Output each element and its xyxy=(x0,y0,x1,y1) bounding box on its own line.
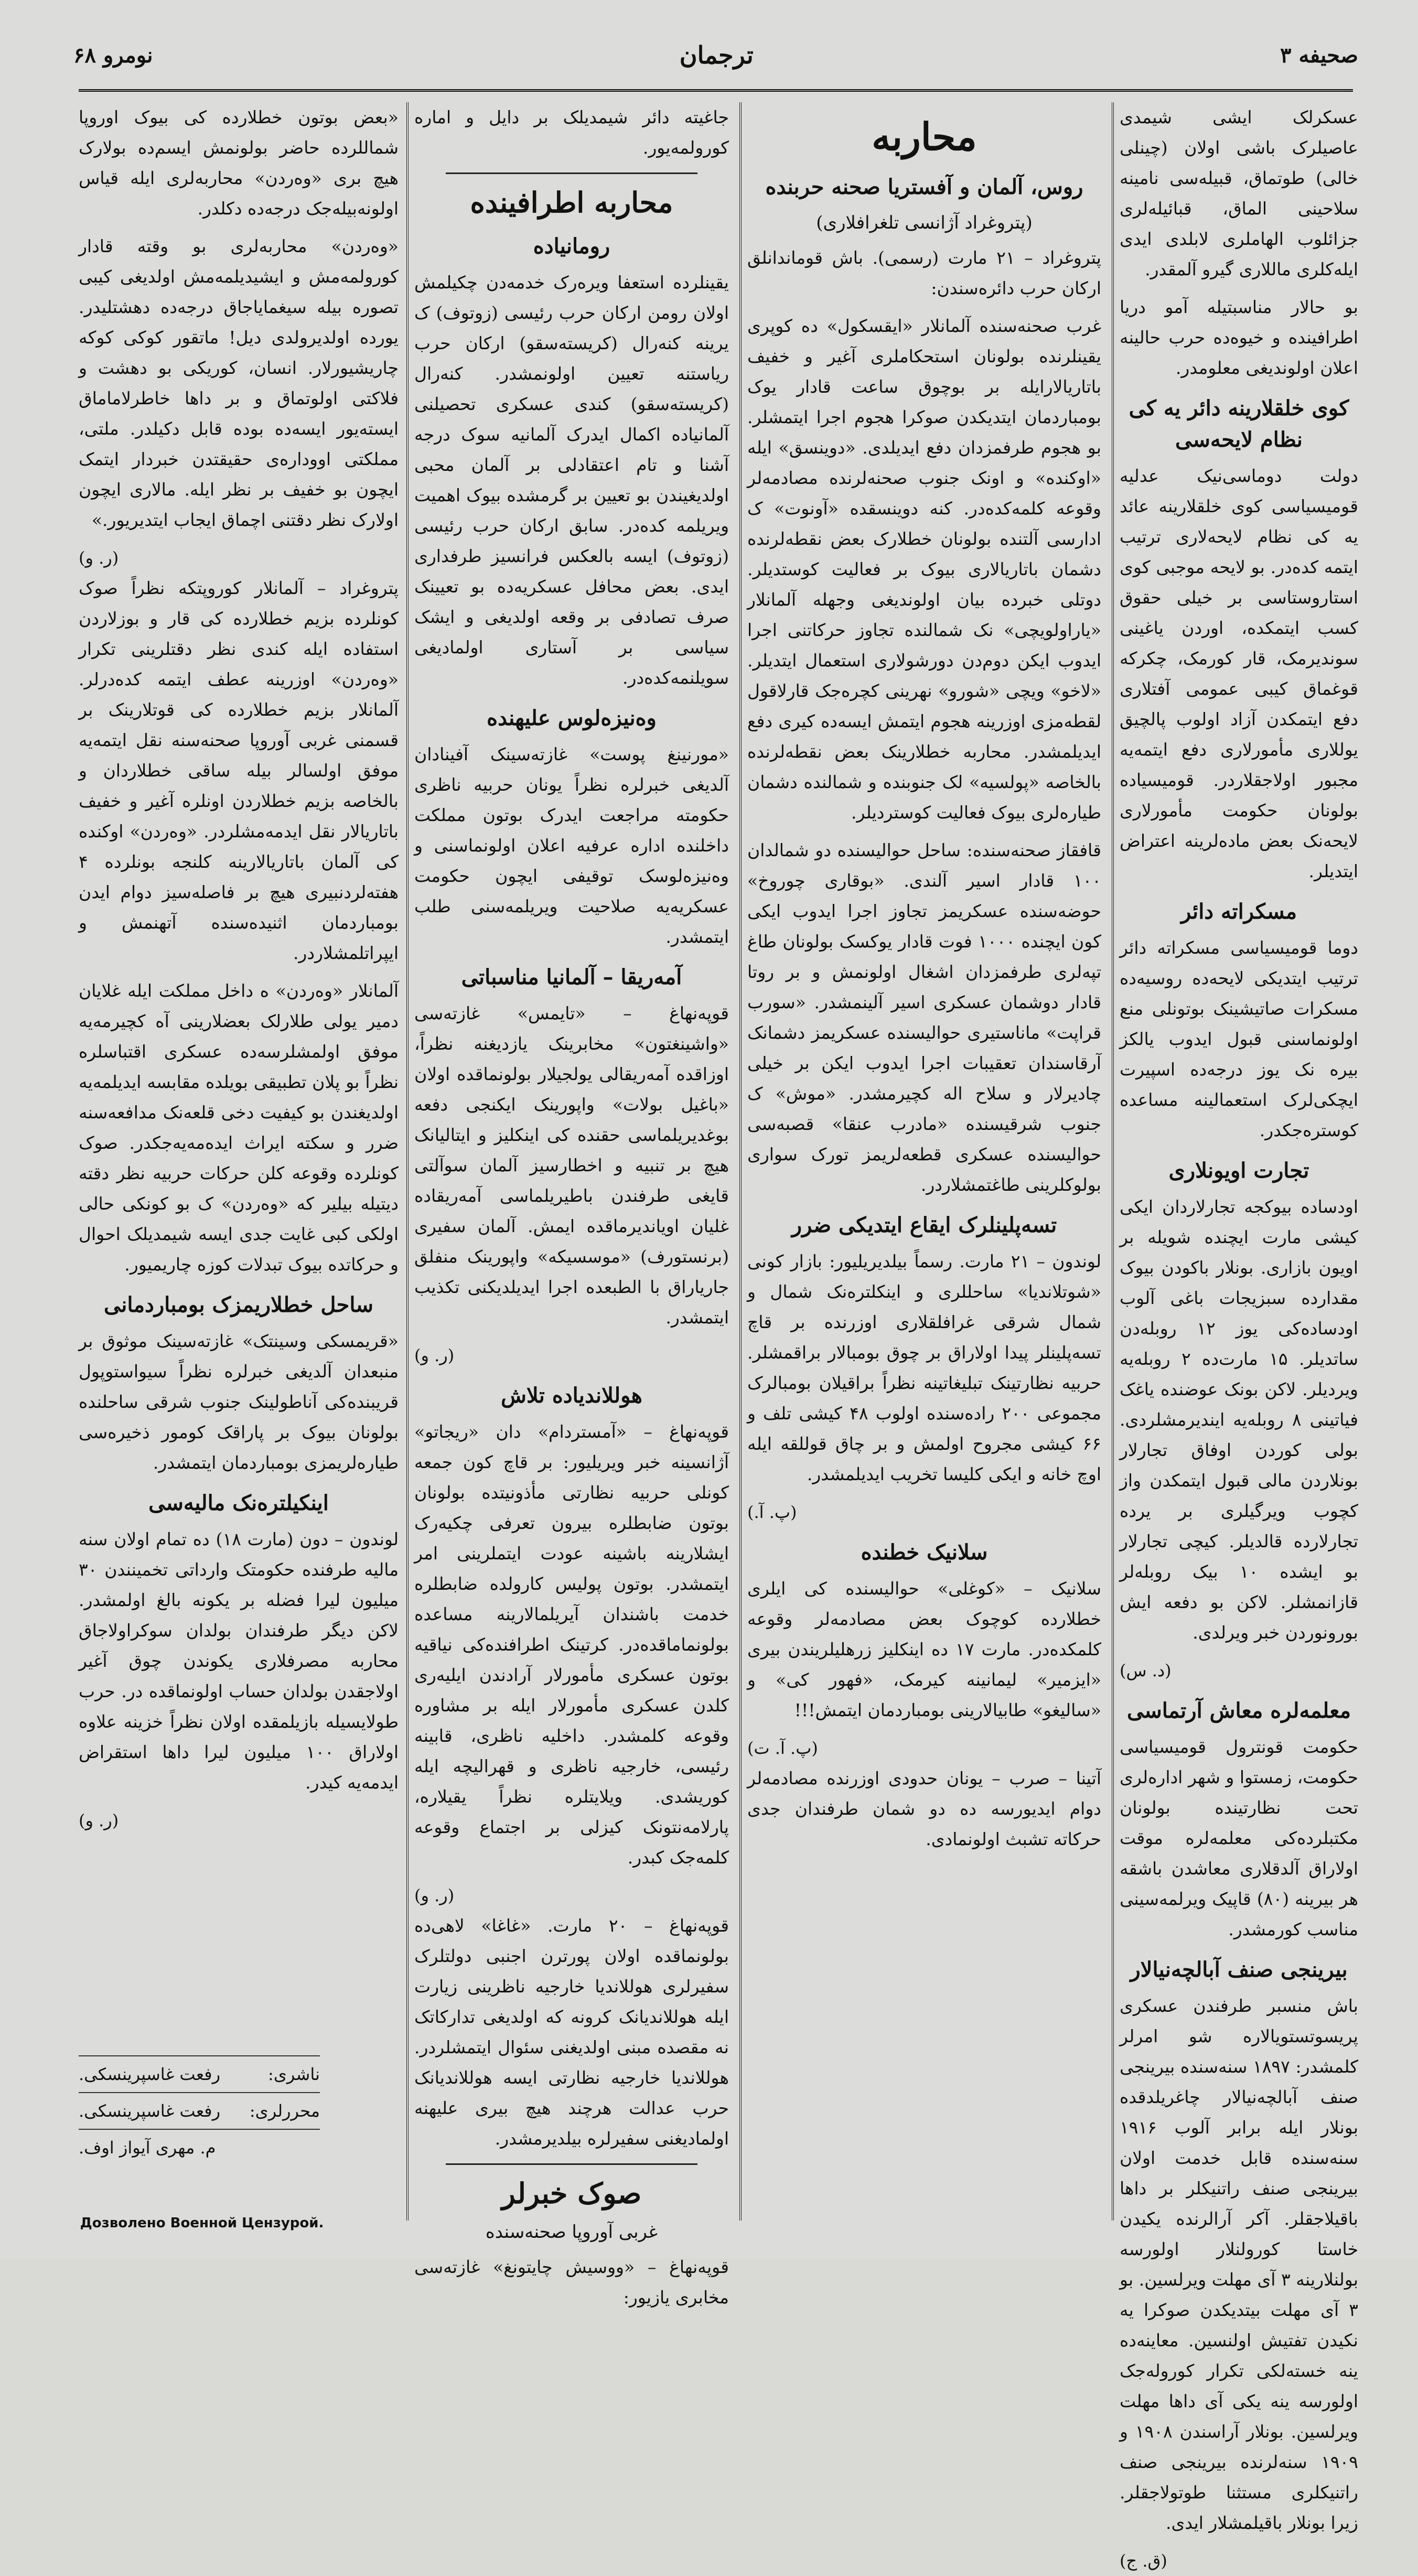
paragraph: لوندون – دون (مارت ۱۸) ده تمام اولان سنه مالیه طرفنده حکومتک وارداتی تخمینندن ۳۰ میلیون لیرا فضله بر یکونه بالغ اولمشدر. لاکن دیگر طرفندان بولدان سوکراولاجاق محاربه مصرفلاری یکوندن چوق آغیر اولاجقدن بولدان حساب اولونماقده در. حرب طولایسیله بازیلمقده اولان نظراً خزینه علاوه اولاراق ۱۰۰ میلیون لیرا داها استقراض ایدمه‌یه کیدر. xyxy=(79,1529,399,1793)
divider xyxy=(446,173,697,174)
article-heading: کوی خلقلارینه دائر یه کی نظام لایحه‌سی xyxy=(1129,396,1349,452)
publisher-box xyxy=(79,2055,320,2165)
signature: (ر. و) xyxy=(414,1345,455,1365)
article-heading: آمه‌ریقا – آلمانیا مناسباتی xyxy=(461,965,682,989)
editors-label: محررلری: xyxy=(249,2101,320,2121)
paragraph: «وه‌ردن» محاربه‌لری بو وقته قادار کورولمه‌مش و ایشیدیلمه‌مش اولدیغی کیبی تصوره بیله سیغمایاجاق درجه‌ده دهشتلیدر. یورده اولدیرولدی دیل! ماتقور کوکی کوکه چاریشیورلار. انسان، کوریکی بو دهشت و فلاکتی اولوتماق و بر داها خاطرلاماماق ایسته‌یور ایسه‌ده بوده قابل دکیلدر. ملتی، مملکتی اووداره‌ی حقیقتدن خبردار ایتمک ایچون بو خفیف بر نظر ایله. مالاری ایچون اولارک نظر دقتنی اچماق ایجاب ایتدیریور.» xyxy=(79,236,399,530)
signature: (د. س) xyxy=(1120,1661,1172,1680)
paragraph: حکومت قونترول قومیسیاسی حکومت، زمستوا و شهر اداره‌لری تحت نظارتینده بولونان مکتبلرده‌کی معلمه‌لره موقت اولاراق آلدقلاری معاشدن باشقه هر بیرینه (۸۰) قاپیک ویرلمه‌سینی مناسب کورمشدر. xyxy=(1120,1737,1359,1939)
article-heading: هوللاندیاده تلاش xyxy=(501,1383,642,1408)
paragraph: باش منسبر طرفندن عسکری پریسوتستویالاره شو امرلر کلمشدر: ۱۸۹۷ سنه‌سنده بیرینجی صنف آبالچه‌نیالار چاغریلدقده بونلار ایله برابر آلوب ۱۹۱۶ سنه‌سنده قابل خدمت اولان بیرینجی صنف راتنیکلر بر داها باقیلاجقلر. آکر آرالرنده یکیدن خاستا کورولنلار اولورسه بولنلارینه ۳ آی مهلت ویرلسین. بو ۳ آی مهلت بیتدیکدن صوکرا یه نکیدن تفتیش اولنسین. معاینه‌ده ینه خسته‌لکی تکرار کوروله‌جک اولورسه ینه یکی آی داها مهلت ویرلسین. بونلار آراسندن ۱۹۰۸ و ۱۹۰۹ سنه‌لرنده بیرینجی صنف راتنیکلری مستثنا طوتولاجقلر. زیرا بونلار باقیلمشلار ایدی. xyxy=(1120,1996,1358,2533)
column-2 xyxy=(747,102,1101,2226)
paragraph: جاغیته دائر شیمدیلک بر دایل و اماره کورولمه‌یور. xyxy=(414,107,729,158)
signature: (ق. ج) xyxy=(1120,2551,1167,2571)
section-title: صوک خبرلر xyxy=(501,2176,642,2210)
paragraph: قوپه‌نهاغ – «آمستردام» دان «ریجاتو» آژانسینه خبر ویریلیور: بر قاچ کون جمعه کونلی حربیه نظارتی مأذونیتده بولونان بوتون ضابطلره بیرون تعرفی چکیه‌رک ایشلارینه باشینه عودت ایتملرینی امر ایتمشدر. بوتون پولیس کارولده ضابطلره خدمت باشندان آیریلمالارینه مساعده بولونماماقده‌در. کرتینک اطرافنده‌کی نیاقیه بوتون عسکری مأمورلار آرادندن ایلیه‌ری کلدن عسکری مأمورلار ایله بر مشاوره وقوعه کلمشدر. داخلیه ناظری، قابینه رئیسی، خارجیه ناظری و قهرالیچه ایله کوریشدی. ویلایتلره نظراً یقیلاره، پارلامه‌نتونک کیزلی بر اجتماع وقوعه کلمه‌جک کبدر. xyxy=(414,1421,729,1868)
signature: (ر. و) xyxy=(79,548,119,568)
paragraph: آتینا – صرب – یونان حدودی اوزرنده مصادمه‌لر دوام ایدیورسه ده دو شمان طرفندان جدی حرکاته تشبث اولونمادی. xyxy=(747,1768,1101,1849)
paragraph: قافقاز صحنه‌سنده: ساحل حوالیسنده دو شمالدان ۱۰۰ قادار اسیر آلندی. «بوقاری چوروخ» حوضه‌سنده عسکریمز تجاوز اجرا ایدوب ایکی کون ایچنده ۱۰۰۰ فوت قادار یوکسک بولونان طاغ تپه‌لری طرفمزدان اشغال اولونمش و بر روتا قادار دوشمان عسکری اسیر آلینمشدر. «سورب قراپت» ماناستیری حوالیسنده عسکریمز دشمانک آرقاسندان تعقیبات اجرا ایدوب ایکن بر خیلی چادیرلار و سلاح اله کچیرمشدر. «موش» ک جنوب شرقیسنده «مادرب عنقا» قصبه‌سی حوالیسنده عسکری قطعه‌لریمز تورک سواری بولوکلرینی طاغتمشلاردر. xyxy=(747,840,1101,1195)
column-4 xyxy=(79,102,399,2042)
publisher-label: ناشری: xyxy=(268,2064,320,2084)
paragraph: دولت دوماسی‌نیک عدلیه قومیسیاسی کوی خلقلارینه عائد یه کی نظام لایحه‌لاری ترتیب ایتمه کده‌در. بو لایحه موجبی کوی استاروستاسی بر خیلی حقوق کسب ایتمکده، اوردن یاغینی سوندیرمک، قار کورمک، چکرکه قوغماق کیبی عمومی آفتلاری دفع ایتمکدن آزاد اولوب پالچیق یوللاری مأمورلاری دفع ایتمه‌یه مجبور اولاجقلاردر. قومیسیاده بولونان حکومت مأمورلاری لایحه‌نک بعض ماده‌لرینه اعتراض ایتدیلر. xyxy=(1120,466,1358,881)
column-1 xyxy=(1120,102,1359,2571)
paragraph: غرب صحنه‌سنده آلمانلار «ایقسکول» ده کوپری یقینلرنده بولونان استحکاملری آغیر و خفیف باتاریالارایله بر بوچوق ساعت قادار یوک بومباردمان ایتدیکدن صوکرا هجوم اجرا ایتمشلر. بو هجوم طرفمزدان دفع ایدیلدی. «دوینسق» ایله «اوکنده» و اونک جنوب صحنه‌لرنده مصادمه‌لر وقوعه کلمه‌کده‌در. کنه دوینسقده «آونوت» ک ادارسی آلتنده بولونان خطلارک بعض نقطه‌لرنده دشمان باتاریالاری بیوک بر فعالیت کوستدیلر. دوتلی خبرده بیان اولوندیغی وجهله آلمانلار «یاراولویچی» نک شمالنده تجاوز حرکاتنی اجرا ایدوب ایکن دوم‌دن دورشولاری استعمال ایتدیلر. «لاخو» ویچی «شورو» نهرینی کچره‌جک قارلاقول لقطه‌مزی اوزرینه هجوم ایتمش ایسه‌ده کیری دفع ایدیلمشدر. محاربه خطلارینک بعض نقطه‌لرنده بالخاصه «پولسیه» لک جنوبنده و شمالنده دشمان طیاره‌لری بیوک فعالیت کوستردیلر. xyxy=(747,316,1101,823)
article-heading: تسه‌پلینلرک ایقاع ایتدیکی ضرر xyxy=(791,1213,1057,1237)
editor-name: م. مهری آیواز اوف. xyxy=(79,2138,216,2158)
article-heading: مسکراته دائر xyxy=(1180,899,1297,924)
paragraph: سلانیک – «کوغلی» حوالیسنده کی ایلری خطلارده کوچوک بعض مصادمه‌لر وقوعه کلمکده‌در. مارت ۱۷ ده اینکلیز زرهلیلریندن بیری «ایزمیر» لیمانینه کیرمک، «فهور کی» و «سالیغو» طابیالارینی بومباردمان ایتمش!!! xyxy=(747,1578,1101,1720)
header-rule xyxy=(79,89,1353,92)
paragraph: «مورنینغ پوست» غازته‌سینک آفینادان آلدیغی خبرلره نظراً یونان حربیه ناظری حکومته مراجعت ایدرک بوتون مملکت داخلنده اداره عرفیه اعلان اولونماسنی و وه‌نیزه‌لوسک توقیفی ایچون حکومت عسکریه‌یه صلاحیت ویریلمه‌سنی طلب ایتمشدر. xyxy=(414,744,729,947)
paragraph: پتروغراد – ۲۱ مارت (رسمی). باش قوماندانلق ارکان حرب دائره‌سندن: xyxy=(747,247,1101,298)
article-heading: ساحل خطلاریمزک بومباردمانی xyxy=(103,1292,374,1317)
issue-number: نومرو ۶۸ xyxy=(73,42,153,68)
signature: (پ. آ.) xyxy=(747,1502,797,1522)
paragraph: اودساده بیوکجه تجارلاردان ایکی کیشی مارت ایچنده شویله بر اویون بازاری. بونلار باکو‌دن بیوک مقدارده سبزیجات باغی آلوب اودساده‌کی یوز ۱۲ روبله‌دن ساتدیلر. ۱۵ مارت‌ده ۲ روبله‌یه ویردیلر. لاکن بونک عوضنده یاغک فیاتینی ۸ روبله‌یه ایندیرمشلردی. بولی کوردن اوفاق تجارلار بونلاردن مالی قبول ایتمکدن واز کچوب ویرگیلری بر یرده تجارلارده قالدیلر. کیچی تجارلار بو ایشده ۱۰ بیک روبله‌لر قازانمشلر. لاکن بو دفعه ایش بورونوردن خبر ویرلدی. xyxy=(1120,1197,1359,1643)
censor-note: Дозволено Военной Цензурой. xyxy=(80,2215,324,2231)
section-subtitle: غربی آوروپا صحنه‌سنده xyxy=(485,2222,658,2243)
paragraph: عسکرلک ایشی شیمدی عاصیلرک باشی اولان (چینلی خالی) طوتماق، قبیله‌سی نامینه سلاحینی الماق، قبائیله‌لری جزائلوب الهاملری لابلدی ایدی ایله‌کلری ماللاری گیرو آلمقدر. xyxy=(1120,107,1358,279)
masthead-title: ترجمان xyxy=(679,41,754,69)
paragraph: قوپه‌نهاغ – «تایمس» غازته‌سی «واشینغتون» مخابرینک یازدیغنه نظراً، اوزاقده آمه‌ریقالی یولجیلار بولونماقده اولان «باغیل بولات» واپورینک ایکنجی دفعه بوغدیریلماسی حقنده کی اینکلیز و ایتالیانک هیچ بر تنبیه و اخطارسیز آلمان سوآلتی قایغی طرفندن باطیریلماسی آمه‌ریقاده غلیان اویاندیرماقده ایمش. آلمان سفیری (برنستورف) «موسسیکه» واپورینک منفلق جاریاراق با الطبعده اجرا ایدیلدیکنی تکذیب ایتمشدر. xyxy=(414,1003,729,1328)
page-header xyxy=(73,31,1358,79)
paragraph: «بعض بوتون خطلارده کی بیوک اوروپا شماللرده حاضر بولونمش ایسم‌ده بولارک هیچ بری «وه‌ردن» محاربه‌لری ایله قیاس اولونه‌بیله‌جک درجه‌ده دکلدر. xyxy=(79,107,399,219)
publisher-name: رفعت غاسپرینسکی. xyxy=(79,2064,221,2084)
article-heading: رومانیاده xyxy=(533,234,610,258)
article-heading: تجارت اویونلاری xyxy=(1168,1158,1309,1183)
column-divider xyxy=(739,102,742,2221)
article-heading: بیرینجی صنف آبالچه‌نیالار xyxy=(1130,1957,1348,1982)
paragraph: قوپه‌نهاغ – «ووسیش چایتونغ» غازته‌سی مخابری یازیور: xyxy=(414,2257,729,2308)
column-divider xyxy=(406,102,409,2221)
editor-name: رفعت غاسپرینسکی. xyxy=(79,2101,221,2121)
signature: (پ. آ. ت) xyxy=(747,1738,818,1758)
article-heading: وه‌نیزه‌لوس علیهنده xyxy=(487,706,657,730)
article-heading: سلانیک خطنده xyxy=(861,1540,988,1565)
paragraph: آلمانلار «وه‌ردن» ه داخل مملکت ایله غلایان دمیر یولی طلارلک بعضلارینی آه کچیرمه‌یه موفق اولمشلرسه‌ده عسکری اقتباسلره نظراً بو پلان تطبیقی بویلده مقابسه ایدیلمه‌یه اولدیغندن بو کیفیت دخی قلعه‌نک مدافعه‌سنه ضرر و سکته ایراث ایده‌مه‌یه‌جکدر. صوک کونلرده وقوعه کلن حرکات حربیه نظر دقته دیتیله بیلیر که «وه‌ردن» ک بو کونکی حالی اولکی کبی غایت جدی ایسه شیمدیلک احوال و حرکاتده بیوک تبدلات کوزه چاریمیور. xyxy=(79,980,399,1275)
column-divider xyxy=(1112,102,1114,2221)
paragraph: «قریمسکی وسینتک» غازته‌سینک موثوق بر منبعدان آلدیغی خبرلره نظراً سیواستوپول قریبنده‌کی آناطولینک جنوب شرقی ساحلنده بولونان بیوک بر پاراقک کومور ذخیره‌سی طیاره‌لریمزی بومباردمان ایتمشدر. xyxy=(79,1331,399,1473)
divider xyxy=(446,2163,697,2165)
section-title: محاربه xyxy=(872,114,977,159)
paragraph: پتروغراد – آلمانلار کوروپتکه نظراً صوک کونلرده بزیم خطلارده کی قار و بوزلاردن استفاده ایله کندی نظر دقتلرینی تکرار «وه‌ردن» اوزرینه عطف ایتمه کده‌درلر. آلمانلار بزیم خطلارده کی قوتلارینک بر قسمنی غربی آوروپا صحنه‌سنه نقل ایتمه‌یه موفق اولسالر بیله ساقی خطلاردان و بالخاصه بزیم خطلاردن اونلره آغیر و خفیف باتاریالار نقل ایدمه‌مشلردر. «وه‌ردن» اوکنده کی آلمان باتاریالارینه کلنجه بونلرده ۴ هفته‌لردنبیری هیچ بر فاصله‌سیز دوام ایدن بومباردمان اثنیده‌سنده آتهنمش و ایپراتلمشلاردر. xyxy=(79,578,399,963)
publisher-row xyxy=(79,2055,320,2092)
paragraph: دوما قومیسیاسی مسکراته دائر ترتیب ایتدیکی لایحه‌ده روسیه‌ده مسکرات صاتیشینک بوتونلی منع اولونماسنی قبول ایدوب یالکز بیره نک یوز درجه‌ده اسپیرت ایچکی‌لرک استعمالینه مساعده کوستره‌جکدر. xyxy=(1120,937,1358,1140)
signature: (ر. و) xyxy=(79,1810,119,1830)
article-heading: اینکیلتره‌نک مالیه‌سی xyxy=(148,1491,329,1515)
page-number: صحیفه ۳ xyxy=(1280,42,1358,68)
paragraph: یقینلرده استعفا ویره‌رک خدمه‌دن چکیلمش اولان رومن ارکان حرب رئیسی (زوتوف) ک یرینه کنه‌رال (کریسته‌سقو) ارکان حرب ریاستنه تعیین اولونمشدر. کنه‌رال (کریسته‌سقو) کندی عسکری تحصیلنی آلمانیاده اکمال ایدرک آلمانیه سوک درجه آشنا و تام اعتقادلی بر آلمان محبی اولدیغیندن بو تعیین بر گرمشده بیوک اهمیت ویریلمه کده‌در. سابق ارکان حرب رئیسی (زوتوف) ایسه بالعکس فرانسیز طرفداری ایدی. بعض محافل عسکریه‌ده بو تعیینک صرف تصادفی بر وقعه اولدیغی و ایشک سیاسی بر آستاری اولمادیغی سویلنمه‌کده‌در. xyxy=(414,272,729,688)
signature: (ر. و) xyxy=(414,1885,455,1905)
source-line: (پتروغراد آژانسی تلغرافلاری) xyxy=(816,212,1033,233)
editors-row xyxy=(79,2092,320,2129)
article-heading: معلمه‌لره معاش آرتماسی xyxy=(1126,1698,1351,1723)
paragraph: قوپه‌نهاغ – ۲۰ مارت. «غاغا» لاهی‌ده بولونماقده اولان پورترن اجنبی دولتلرک سفیرلری هوللاندیا خارجیه ناظرینی زیارت ایله هوللاندیانک کرونه که اولدیغی تدارکاتک نه مقصده مبنی اولدیغنی سئوال ایتمشلردر. هوللاندیا خارجیه نظارتی ایسه هوللاندیانک حرب عدالت هرچند هیچ بیری علیهنه اولمادیغنی سفیرلره بیلدیرمشدر. xyxy=(414,1915,729,2149)
paragraph: بو حالار مناسبتیله آمو دریا اطرافینده و خیوه‌ده حرب حالینه اعلان اولوندیغی معلومدر. xyxy=(1120,297,1358,378)
paragraph: لوندون – ۲۱ مارت. رسماً بیلدیریلیور: بازار کونی «شوتلاندیا» ساحللری و اینکلتره‌نک شمال و شمال شرقی غرافلقلاری اوزرنده بر قاچ تسه‌پلینلر پیدا اولاراق بر چوق بومبالار براقمشلر. حربیه نظارتینک تبلیغاتینه نظراً براقیلان بومبالرک مجموعی ۲۰۰ راده‌سنده اولوب ۴۸ کیشی تلف و ۶۶ کیشی مجروح اولمش و بر چاق قوللقه ایله اوچ خانه و ایکی کلیسا تخریب ایدیلمشدر. xyxy=(747,1251,1101,1484)
section-title: محاربه اطرافینده xyxy=(470,186,673,219)
column-3 xyxy=(414,102,729,2308)
section-subtitle: روس، آلمان و آفستریا صحنه حربنده xyxy=(765,175,1083,199)
editors-row-2 xyxy=(79,2129,320,2165)
